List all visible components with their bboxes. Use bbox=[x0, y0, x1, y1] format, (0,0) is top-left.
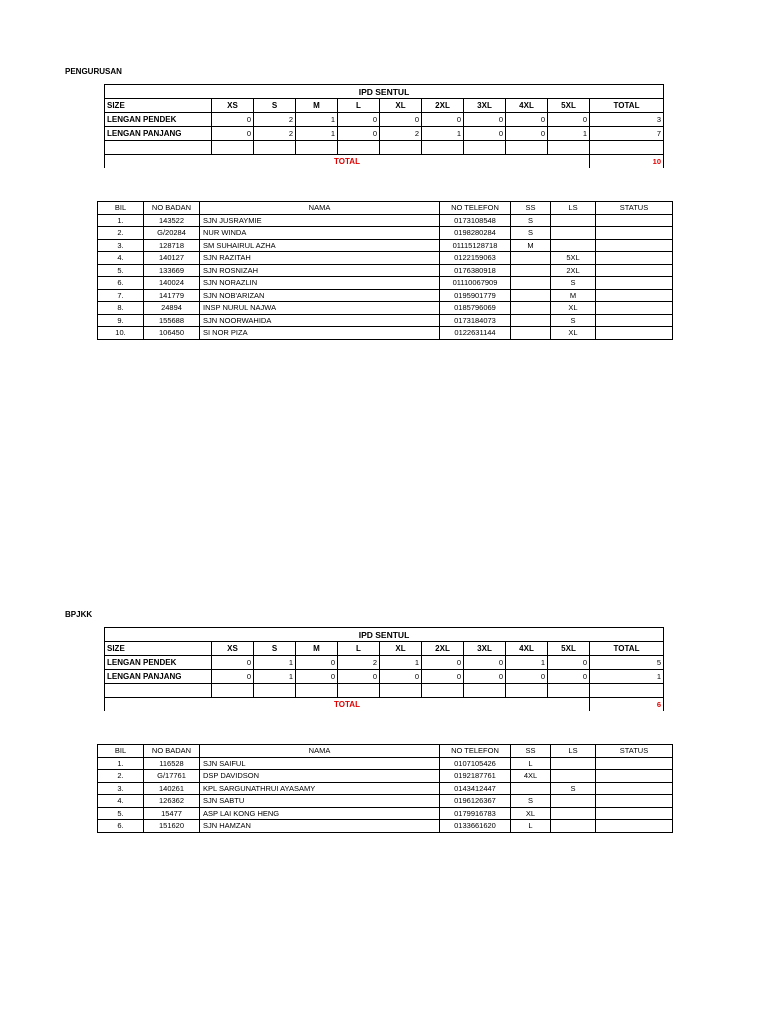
summary-value-cell: 2 bbox=[380, 127, 422, 141]
summary-value-cell: 0 bbox=[338, 670, 380, 684]
summary-value-cell: 0 bbox=[548, 656, 590, 670]
list-cell: SJN NOB'ARIZAN bbox=[200, 289, 440, 302]
summary-title-row bbox=[105, 85, 664, 99]
summary-total-row bbox=[105, 698, 664, 712]
summary-blank-cell bbox=[380, 141, 422, 155]
summary-total-row bbox=[105, 155, 664, 169]
summary-blank-cell bbox=[254, 684, 296, 698]
list-cell: 3. bbox=[98, 239, 144, 252]
list-row bbox=[98, 277, 673, 290]
list-row bbox=[98, 302, 673, 315]
list-row bbox=[98, 214, 673, 227]
summary-blank-cell bbox=[548, 684, 590, 698]
list-header-cell: LS bbox=[551, 202, 596, 215]
list-cell: 0185796069 bbox=[440, 302, 511, 315]
summary-value-cell: 0 bbox=[296, 656, 338, 670]
list-cell: SJN HAMZAN bbox=[200, 820, 440, 833]
summary-blank-cell bbox=[380, 684, 422, 698]
summary-blank-cell bbox=[506, 141, 548, 155]
summary-header-cell: 2XL bbox=[422, 642, 464, 656]
list-header-cell: SS bbox=[511, 202, 551, 215]
summary-value-cell: 3 bbox=[590, 113, 664, 127]
list-cell bbox=[596, 214, 673, 227]
list-row bbox=[98, 239, 673, 252]
list-cell: 0198280284 bbox=[440, 227, 511, 240]
list-cell: G/17761 bbox=[144, 770, 200, 783]
list-header-cell: NAMA bbox=[200, 202, 440, 215]
list-cell: 0192187761 bbox=[440, 770, 511, 783]
list-header-cell: BIL bbox=[98, 202, 144, 215]
list-cell: 01110067909 bbox=[440, 277, 511, 290]
summary-blank-cell bbox=[338, 684, 380, 698]
list-cell: 140127 bbox=[144, 252, 200, 265]
list-cell bbox=[551, 227, 596, 240]
list-cell: 3. bbox=[98, 782, 144, 795]
list-cell: 2. bbox=[98, 227, 144, 240]
list-cell: SJN NOORWAHIDA bbox=[200, 314, 440, 327]
summary-value-cell: 7 bbox=[590, 127, 664, 141]
list-cell: 133669 bbox=[144, 264, 200, 277]
list-cell bbox=[511, 252, 551, 265]
summary-header-cell: XL bbox=[380, 99, 422, 113]
summary-header-cell: M bbox=[296, 642, 338, 656]
summary-value-cell: 1 bbox=[506, 656, 548, 670]
list-cell: S bbox=[511, 795, 551, 808]
list-cell bbox=[596, 807, 673, 820]
summary-header-cell: TOTAL bbox=[590, 642, 664, 656]
list-cell: 10. bbox=[98, 327, 144, 340]
section-label: PENGURUSAN bbox=[65, 67, 122, 76]
summary-row bbox=[105, 656, 664, 670]
summary-value-cell: 0 bbox=[464, 127, 506, 141]
summary-header-cell: SIZE bbox=[105, 99, 212, 113]
list-row bbox=[98, 795, 673, 808]
list-cell bbox=[511, 327, 551, 340]
list-cell: 140024 bbox=[144, 277, 200, 290]
list-cell: L bbox=[511, 820, 551, 833]
list-header-cell: STATUS bbox=[596, 202, 673, 215]
list-cell bbox=[511, 289, 551, 302]
summary-value-cell: 0 bbox=[380, 670, 422, 684]
list-cell bbox=[596, 289, 673, 302]
summary-blank-cell bbox=[254, 141, 296, 155]
summary-header-cell: XL bbox=[380, 642, 422, 656]
summary-header-cell: SIZE bbox=[105, 642, 212, 656]
summary-blank-cell bbox=[506, 684, 548, 698]
list-cell: 24894 bbox=[144, 302, 200, 315]
list-header-cell: NO TELEFON bbox=[440, 202, 511, 215]
list-cell bbox=[596, 239, 673, 252]
summary-value-cell: 0 bbox=[338, 127, 380, 141]
size-summary-table bbox=[104, 627, 664, 711]
list-cell: 0122159063 bbox=[440, 252, 511, 265]
list-cell: S bbox=[511, 214, 551, 227]
list-cell bbox=[511, 314, 551, 327]
summary-row-label: LENGAN PANJANG bbox=[105, 127, 212, 141]
summary-value-cell: 0 bbox=[212, 127, 254, 141]
summary-value-cell: 0 bbox=[506, 113, 548, 127]
summary-value-cell: 1 bbox=[296, 113, 338, 127]
summary-header-cell: L bbox=[338, 642, 380, 656]
summary-blank-cell bbox=[422, 684, 464, 698]
list-cell bbox=[551, 757, 596, 770]
list-cell: 140261 bbox=[144, 782, 200, 795]
list-cell bbox=[596, 314, 673, 327]
list-cell: 6. bbox=[98, 277, 144, 290]
summary-header-cell: S bbox=[254, 99, 296, 113]
summary-value-cell: 0 bbox=[464, 113, 506, 127]
list-cell: SJN SABTU bbox=[200, 795, 440, 808]
summary-value-cell: 2 bbox=[254, 127, 296, 141]
personnel-list-table bbox=[97, 201, 673, 340]
summary-value-cell: 0 bbox=[464, 670, 506, 684]
summary-header-row bbox=[105, 99, 664, 113]
list-cell bbox=[596, 264, 673, 277]
summary-row-label: LENGAN PENDEK bbox=[105, 656, 212, 670]
list-cell bbox=[596, 782, 673, 795]
list-header-cell: LS bbox=[551, 745, 596, 758]
list-cell: SJN RAZITAH bbox=[200, 252, 440, 265]
summary-header-cell: 4XL bbox=[506, 642, 548, 656]
summary-row bbox=[105, 670, 664, 684]
list-cell: 1. bbox=[98, 757, 144, 770]
summary-header-cell: 5XL bbox=[548, 99, 590, 113]
list-cell: 5. bbox=[98, 807, 144, 820]
list-cell: 6. bbox=[98, 820, 144, 833]
list-cell: XL bbox=[551, 327, 596, 340]
list-row bbox=[98, 327, 673, 340]
list-cell: M bbox=[551, 289, 596, 302]
list-cell: S bbox=[511, 227, 551, 240]
list-cell bbox=[511, 782, 551, 795]
list-cell: S bbox=[551, 782, 596, 795]
list-header-cell: BIL bbox=[98, 745, 144, 758]
summary-header-cell: 3XL bbox=[464, 99, 506, 113]
size-summary-table bbox=[104, 84, 664, 168]
list-row bbox=[98, 757, 673, 770]
summary-total-label: TOTAL bbox=[105, 155, 590, 169]
list-cell: 01115128718 bbox=[440, 239, 511, 252]
summary-blank-row bbox=[105, 141, 664, 155]
list-cell: 1. bbox=[98, 214, 144, 227]
list-row bbox=[98, 770, 673, 783]
list-cell: SJN NORAZLIN bbox=[200, 277, 440, 290]
summary-value-cell: 1 bbox=[380, 656, 422, 670]
summary-title: IPD SENTUL bbox=[105, 85, 664, 99]
summary-value-cell: 1 bbox=[590, 670, 664, 684]
list-cell bbox=[511, 264, 551, 277]
summary-header-cell: M bbox=[296, 99, 338, 113]
list-header-row bbox=[98, 202, 673, 215]
summary-row bbox=[105, 127, 664, 141]
list-cell: SJN JUSRAYMIE bbox=[200, 214, 440, 227]
summary-header-cell: 3XL bbox=[464, 642, 506, 656]
summary-blank-cell bbox=[296, 141, 338, 155]
summary-row-label: LENGAN PANJANG bbox=[105, 670, 212, 684]
list-header-cell: SS bbox=[511, 745, 551, 758]
summary-value-cell: 0 bbox=[506, 670, 548, 684]
summary-title-row bbox=[105, 628, 664, 642]
list-header-cell: NO BADAN bbox=[144, 745, 200, 758]
list-row bbox=[98, 820, 673, 833]
list-header-cell: NO BADAN bbox=[144, 202, 200, 215]
list-cell bbox=[596, 252, 673, 265]
summary-value-cell: 5 bbox=[590, 656, 664, 670]
summary-row-label: LENGAN PENDEK bbox=[105, 113, 212, 127]
list-cell bbox=[551, 214, 596, 227]
list-cell: 2XL bbox=[551, 264, 596, 277]
summary-row bbox=[105, 113, 664, 127]
list-cell: 155688 bbox=[144, 314, 200, 327]
summary-value-cell: 0 bbox=[422, 656, 464, 670]
list-cell: 106450 bbox=[144, 327, 200, 340]
list-cell: 4. bbox=[98, 795, 144, 808]
list-cell: 126362 bbox=[144, 795, 200, 808]
list-cell bbox=[596, 820, 673, 833]
list-cell: SJN SAIFUL bbox=[200, 757, 440, 770]
summary-value-cell: 0 bbox=[464, 656, 506, 670]
list-cell: 0122631144 bbox=[440, 327, 511, 340]
list-cell: 8. bbox=[98, 302, 144, 315]
list-cell bbox=[511, 277, 551, 290]
summary-value-cell: 1 bbox=[296, 127, 338, 141]
personnel-list-table bbox=[97, 744, 673, 833]
summary-blank-cell bbox=[422, 141, 464, 155]
list-cell: 128718 bbox=[144, 239, 200, 252]
summary-value-cell: 0 bbox=[548, 670, 590, 684]
list-cell: S bbox=[551, 277, 596, 290]
summary-header-cell: 4XL bbox=[506, 99, 548, 113]
list-cell: 4. bbox=[98, 252, 144, 265]
list-cell: INSP NURUL NAJWA bbox=[200, 302, 440, 315]
summary-blank-cell bbox=[464, 141, 506, 155]
list-cell: 0133661620 bbox=[440, 820, 511, 833]
summary-total-value: 10 bbox=[590, 155, 664, 169]
list-cell bbox=[596, 757, 673, 770]
list-row bbox=[98, 289, 673, 302]
summary-blank-cell bbox=[590, 141, 664, 155]
summary-header-cell: 5XL bbox=[548, 642, 590, 656]
list-cell: 9. bbox=[98, 314, 144, 327]
summary-blank-row bbox=[105, 684, 664, 698]
list-cell bbox=[551, 770, 596, 783]
summary-value-cell: 0 bbox=[212, 113, 254, 127]
list-cell: 2. bbox=[98, 770, 144, 783]
list-cell: 0173108548 bbox=[440, 214, 511, 227]
summary-value-cell: 0 bbox=[548, 113, 590, 127]
list-cell: M bbox=[511, 239, 551, 252]
list-cell bbox=[551, 807, 596, 820]
summary-value-cell: 0 bbox=[506, 127, 548, 141]
list-cell: ASP LAI KONG HENG bbox=[200, 807, 440, 820]
summary-blank-cell bbox=[212, 141, 254, 155]
list-cell: XL bbox=[511, 807, 551, 820]
list-cell: 0107105426 bbox=[440, 757, 511, 770]
list-header-cell: NO TELEFON bbox=[440, 745, 511, 758]
section-label: BPJKK bbox=[65, 610, 93, 619]
summary-value-cell: 1 bbox=[254, 670, 296, 684]
list-cell: NUR WINDA bbox=[200, 227, 440, 240]
list-cell: 0176380918 bbox=[440, 264, 511, 277]
summary-value-cell: 2 bbox=[254, 113, 296, 127]
summary-header-cell: S bbox=[254, 642, 296, 656]
summary-value-cell: 0 bbox=[422, 670, 464, 684]
list-cell: SJN ROSNIZAH bbox=[200, 264, 440, 277]
summary-header-cell: XS bbox=[212, 99, 254, 113]
summary-value-cell: 1 bbox=[422, 127, 464, 141]
summary-blank-cell bbox=[212, 684, 254, 698]
summary-value-cell: 0 bbox=[296, 670, 338, 684]
list-cell: S bbox=[551, 314, 596, 327]
list-cell bbox=[511, 302, 551, 315]
summary-value-cell: 0 bbox=[338, 113, 380, 127]
list-cell: SI NOR PIZA bbox=[200, 327, 440, 340]
summary-title: IPD SENTUL bbox=[105, 628, 664, 642]
summary-header-cell: L bbox=[338, 99, 380, 113]
list-header-cell: STATUS bbox=[596, 745, 673, 758]
summary-value-cell: 0 bbox=[380, 113, 422, 127]
list-row bbox=[98, 252, 673, 265]
list-row bbox=[98, 264, 673, 277]
summary-header-cell: XS bbox=[212, 642, 254, 656]
list-row bbox=[98, 314, 673, 327]
list-header-row bbox=[98, 745, 673, 758]
list-header-cell: NAMA bbox=[200, 745, 440, 758]
list-cell bbox=[551, 820, 596, 833]
list-cell: 0143412447 bbox=[440, 782, 511, 795]
list-cell: 151620 bbox=[144, 820, 200, 833]
list-cell bbox=[551, 795, 596, 808]
list-cell bbox=[596, 770, 673, 783]
list-cell bbox=[596, 795, 673, 808]
list-cell: G/20284 bbox=[144, 227, 200, 240]
list-row bbox=[98, 227, 673, 240]
summary-blank-cell bbox=[590, 684, 664, 698]
summary-total-label: TOTAL bbox=[105, 698, 590, 712]
summary-blank-cell bbox=[464, 684, 506, 698]
summary-value-cell: 2 bbox=[338, 656, 380, 670]
summary-header-row bbox=[105, 642, 664, 656]
list-cell: 0196126367 bbox=[440, 795, 511, 808]
list-cell: SM SUHAIRUL AZHA bbox=[200, 239, 440, 252]
list-cell: 7. bbox=[98, 289, 144, 302]
list-cell: 116528 bbox=[144, 757, 200, 770]
list-cell: 0195901779 bbox=[440, 289, 511, 302]
list-cell bbox=[551, 239, 596, 252]
summary-header-cell: 2XL bbox=[422, 99, 464, 113]
list-cell: 4XL bbox=[511, 770, 551, 783]
summary-blank-cell bbox=[338, 141, 380, 155]
summary-blank-cell bbox=[548, 141, 590, 155]
summary-blank-cell bbox=[105, 141, 212, 155]
list-cell: 5XL bbox=[551, 252, 596, 265]
list-cell: KPL SARGUNATHRUI AYASAMY bbox=[200, 782, 440, 795]
summary-value-cell: 0 bbox=[212, 656, 254, 670]
list-cell: DSP DAVIDSON bbox=[200, 770, 440, 783]
summary-total-value: 6 bbox=[590, 698, 664, 712]
summary-header-cell: TOTAL bbox=[590, 99, 664, 113]
list-cell: 15477 bbox=[144, 807, 200, 820]
list-cell: L bbox=[511, 757, 551, 770]
list-cell bbox=[596, 327, 673, 340]
list-row bbox=[98, 782, 673, 795]
list-cell bbox=[596, 277, 673, 290]
list-cell: 141779 bbox=[144, 289, 200, 302]
summary-value-cell: 0 bbox=[422, 113, 464, 127]
list-cell bbox=[596, 302, 673, 315]
summary-value-cell: 1 bbox=[548, 127, 590, 141]
list-cell: 143522 bbox=[144, 214, 200, 227]
list-cell: 0179916783 bbox=[440, 807, 511, 820]
list-cell: XL bbox=[551, 302, 596, 315]
summary-blank-cell bbox=[105, 684, 212, 698]
list-row bbox=[98, 807, 673, 820]
summary-value-cell: 1 bbox=[254, 656, 296, 670]
list-cell bbox=[596, 227, 673, 240]
list-cell: 5. bbox=[98, 264, 144, 277]
summary-blank-cell bbox=[296, 684, 338, 698]
summary-value-cell: 0 bbox=[212, 670, 254, 684]
list-cell: 0173184073 bbox=[440, 314, 511, 327]
